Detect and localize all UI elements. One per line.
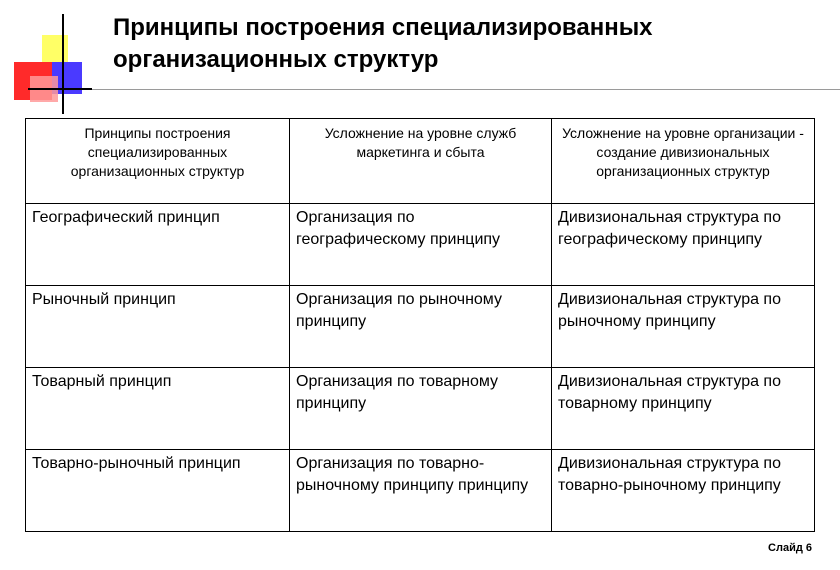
decor-horizontal-accent xyxy=(28,88,92,90)
table-cell: Дивизиональная структура по товарному принципу xyxy=(552,368,815,450)
table-cell: Организация по товарно-рыночному принципу принципу xyxy=(290,450,552,532)
decor-vertical-line xyxy=(62,14,64,114)
table-cell: Организация по товарному принципу xyxy=(290,368,552,450)
table-cell: Дивизиональная структура по рыночному принципу xyxy=(552,286,815,368)
table-row xyxy=(26,204,815,286)
table-cell: Товарный принцип xyxy=(26,368,290,450)
table-row xyxy=(26,368,815,450)
header-organization-level: Усложнение на уровне организации - создание дивизиональных организационных структур xyxy=(552,119,815,204)
header-principles: Принципы построения специализированных организационных структур xyxy=(26,119,290,204)
table-row xyxy=(26,450,815,532)
decor-yellow-square xyxy=(42,35,68,65)
slide-title: Принципы построения специализированных организационных структур xyxy=(113,14,653,73)
principles-table xyxy=(25,118,815,532)
table-header-row xyxy=(26,119,815,204)
decor-horizontal-rule xyxy=(28,89,840,90)
table-cell: Дивизиональная структура по товарно-рыночному принципу xyxy=(552,450,815,532)
table-cell: Организация по рыночному принципу xyxy=(290,286,552,368)
table-cell: Товарно-рыночный принцип xyxy=(26,450,290,532)
table-cell: Географический принцип xyxy=(26,204,290,286)
table-cell: Дивизиональная структура по географическому принципу xyxy=(552,204,815,286)
slide-number: Слайд 6 xyxy=(768,542,812,554)
header-marketing-level: Усложнение на уровне служб маркетинга и сбыта xyxy=(290,119,552,204)
table-row xyxy=(26,286,815,368)
table-cell: Организация по географическому принципу xyxy=(290,204,552,286)
table-cell: Рыночный принцип xyxy=(26,286,290,368)
